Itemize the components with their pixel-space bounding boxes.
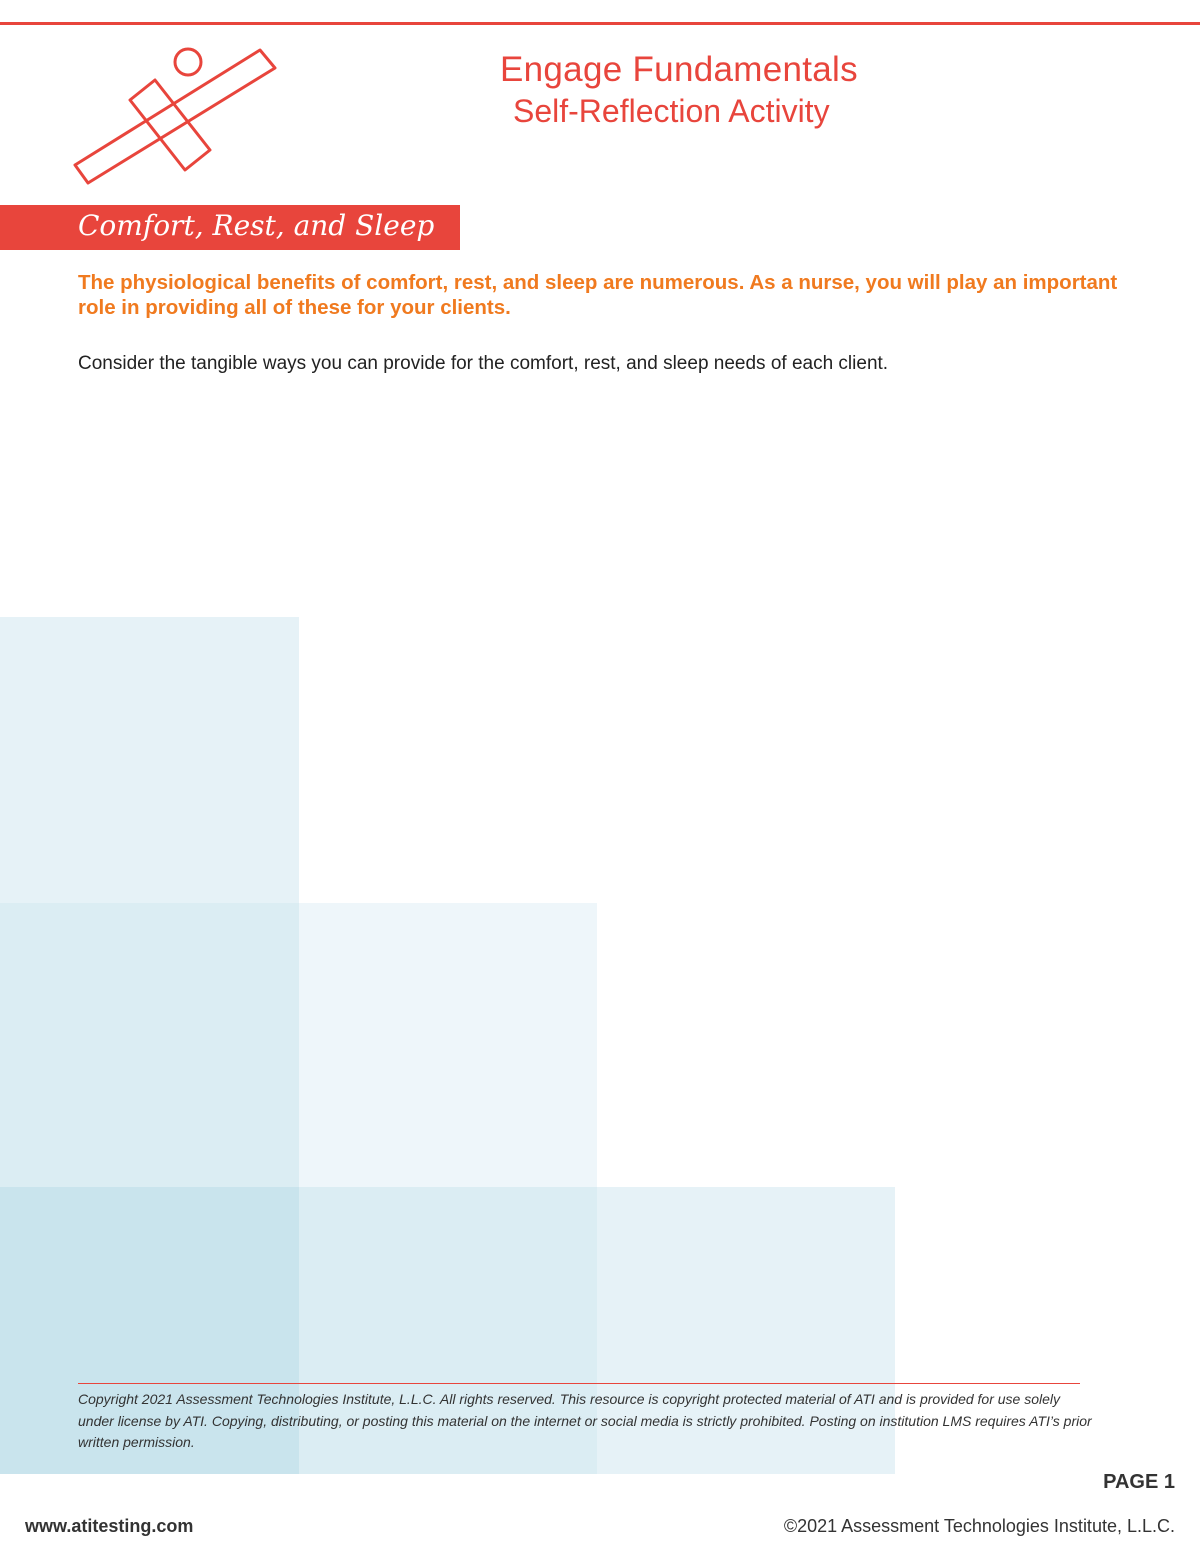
- footer-copyright: ©2021 Assessment Technologies Institute, L.L.C.: [783, 1516, 1175, 1536]
- intro-text: The physiological benefits of comfort, rest, and sleep are numerous. As a nurse, you will play an important role in providing all of these for your clients.: [78, 271, 1118, 319]
- copyright-notice: Copyright 2021 Assessment Technologies Institute, L.L.C. All rights reserved. This resource is copyright protected material of ATI and is provided for use solely under license by ATI. Copying, distributing, or posting this material on the internet or social media is strictly prohibited. Posting on institution LMS requires ATI’s prior written permission.: [78, 1391, 1092, 1450]
- page-subtitle: Self-Reflection Activity: [513, 93, 830, 129]
- decorative-block: [0, 903, 299, 1187]
- decorative-block: [0, 617, 299, 903]
- section-title: Comfort, Rest, and Sleep: [78, 209, 435, 242]
- website-link[interactable]: www.atitesting.com: [25, 1516, 194, 1536]
- copyright-divider: [78, 1383, 1080, 1384]
- ati-figure-logo-icon: [70, 40, 285, 190]
- decorative-block: [299, 903, 597, 1187]
- instruction-text: Consider the tangible ways you can provide for the comfort, rest, and sleep needs of each client.: [78, 353, 889, 374]
- top-rule: [0, 22, 1200, 25]
- page-number: PAGE 1: [1103, 1471, 1175, 1493]
- section-banner: [0, 205, 460, 250]
- page-title: Engage Fundamentals: [500, 50, 858, 89]
